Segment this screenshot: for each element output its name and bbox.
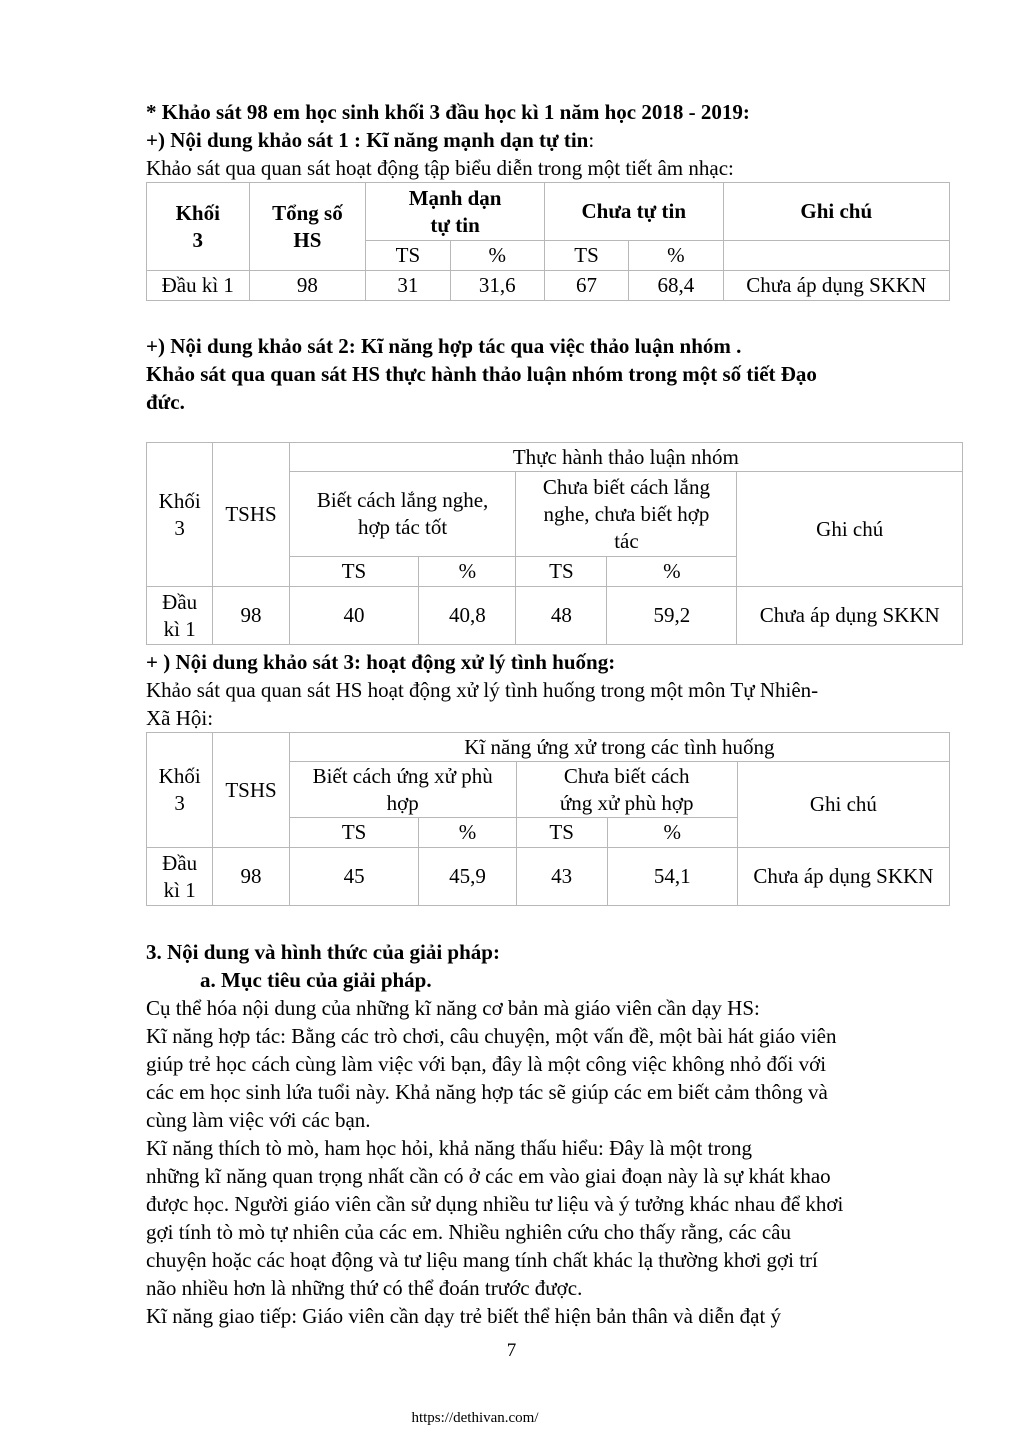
section3-heading: 3. Nội dung và hình thức của giải pháp:: [146, 940, 500, 964]
header-pct: %: [607, 818, 737, 848]
survey2-description-cont: đức.: [146, 390, 185, 414]
cell-ts: 31: [366, 271, 450, 301]
header-pct: %: [450, 241, 544, 271]
cell-total: 98: [213, 587, 289, 645]
cell-pct: 40,8: [419, 587, 516, 645]
header-pct: %: [419, 818, 516, 848]
header-col-a: Biết cách ứng xử phù hợp: [289, 762, 516, 818]
cell-pct: 54,1: [607, 848, 737, 906]
header-pct: %: [629, 241, 723, 271]
header-tong-so: Tổng số HS: [249, 183, 366, 271]
header-ghi-chu: Ghi chú: [737, 472, 963, 587]
body-line: Kĩ năng hợp tác: Bằng các trò chơi, câu chuyện, một vấn đề, một bài hát giáo viên: [146, 1024, 837, 1048]
cell-note: Chưa áp dụng SKKN: [737, 848, 949, 906]
header-pct: %: [607, 557, 737, 587]
survey1-title-colon: :: [588, 128, 595, 152]
table-row: [147, 848, 950, 906]
survey3-description: Khảo sát qua quan sát HS hoạt động xử lý tình huống trong một môn Tự Nhiên-: [146, 678, 819, 702]
empty-cell: [723, 241, 949, 271]
body-line: gợi tính tò mò tự nhiên của các em. Nhiều nghiên cứu cho thấy rằng, các câu: [146, 1220, 791, 1244]
cell-label: Đầu kì 1: [147, 848, 213, 906]
header-chua-tu-tin: Chưa tự tin: [544, 183, 723, 241]
header-ts: TS: [289, 818, 419, 848]
cell-note: Chưa áp dụng SKKN: [723, 271, 949, 301]
header-pct: %: [419, 557, 516, 587]
cell-ts: 40: [289, 587, 419, 645]
header-manh-dan: Mạnh dạn tự tin: [366, 183, 545, 241]
header-col-b: Chưa biết cách lắng nghe, chưa biết hợp tác: [516, 472, 737, 557]
header-khoi: Khối 3: [147, 443, 213, 587]
body-line: Kĩ năng thích tò mò, ham học hỏi, khả năng thấu hiểu: Đây là một trong: [146, 1136, 752, 1160]
survey2-description: Khảo sát qua quan sát HS thực hành thảo luận nhóm trong một số tiết Đạo: [146, 362, 817, 386]
survey3-table: [146, 732, 950, 906]
cell-pct: 45,9: [419, 848, 516, 906]
table-row: [147, 587, 963, 645]
survey3-description-cont: Xã Hội:: [146, 706, 214, 730]
header-group: Thực hành thảo luận nhóm: [289, 443, 962, 472]
body-line: cùng làm việc với các bạn.: [146, 1108, 371, 1132]
header-ts: TS: [516, 818, 607, 848]
survey1-description: Khảo sát qua quan sát hoạt động tập biểu diễn trong một tiết âm nhạc:: [146, 156, 734, 180]
subheading-a: a. Mục tiêu của giải pháp.: [200, 968, 432, 992]
header-group: Kĩ năng ứng xử trong các tình huống: [289, 733, 949, 762]
survey1-table: [146, 182, 950, 301]
header-ghi-chu: Ghi chú: [723, 183, 949, 241]
body-line: Cụ thể hóa nội dung của những kĩ năng cơ bản mà giáo viên cần dạy HS:: [146, 996, 760, 1020]
cell-ts: 43: [516, 848, 607, 906]
survey2-title: +) Nội dung khảo sát 2: Kĩ năng hợp tác qua việc thảo luận nhóm .: [146, 334, 742, 358]
header-col-a: Biết cách lắng nghe, hợp tác tốt: [289, 472, 516, 557]
cell-total: 98: [249, 271, 366, 301]
body-line: não nhiều hơn là những thứ có thể đoán trước được.: [146, 1276, 583, 1300]
cell-pct: 31,6: [450, 271, 544, 301]
header-ts: TS: [366, 241, 450, 271]
body-line: chuyện hoặc các hoạt động và tư liệu mang tính chất khác lạ thường khơi gợi trí: [146, 1248, 818, 1272]
header-khoi: Khối 3: [147, 183, 250, 271]
header-col-b: Chưa biết cách ứng xử phù hợp: [516, 762, 737, 818]
survey-heading: * Khảo sát 98 em học sinh khối 3 đầu học kì 1 năm học 2018 - 2019:: [146, 100, 750, 124]
cell-ts: 45: [289, 848, 419, 906]
cell-ts: 48: [516, 587, 607, 645]
body-line: giúp trẻ học cách cùng làm việc với bạn, đây là một công việc không nhỏ đối với: [146, 1052, 827, 1076]
header-ts: TS: [289, 557, 419, 587]
cell-label: Đầu kì 1: [147, 587, 213, 645]
body-line: những kĩ năng quan trọng nhất cần có ở các em vào giai đoạn này là sự khát khao: [146, 1164, 831, 1188]
survey1-title: [146, 126, 594, 154]
page-number: 7: [506, 1340, 517, 1361]
body-line: được học. Người giáo viên cần sử dụng nhiều tư liệu và ý tưởng khác nhau để khơi: [146, 1192, 844, 1216]
header-tshs: TSHS: [213, 733, 289, 848]
header-ghi-chu: Ghi chú: [737, 762, 949, 848]
cell-pct: 59,2: [607, 587, 737, 645]
survey3-title: + ) Nội dung khảo sát 3: hoạt động xử lý tình huống:: [146, 650, 616, 674]
table-row: [147, 271, 950, 301]
cell-ts: 67: [544, 271, 628, 301]
header-tshs: TSHS: [213, 443, 289, 587]
body-line: Kĩ năng giao tiếp: Giáo viên cần dạy trẻ biết thể hiện bản thân và diễn đạt ý: [146, 1304, 782, 1328]
header-ts: TS: [544, 241, 628, 271]
body-line: các em học sinh lứa tuổi này. Khả năng hợp tác sẽ giúp các em biết cảm thông và: [146, 1080, 828, 1104]
header-khoi: Khối 3: [147, 733, 213, 848]
cell-pct: 68,4: [629, 271, 723, 301]
cell-label: Đầu kì 1: [147, 271, 250, 301]
survey2-table: [146, 442, 963, 645]
header-ts: TS: [516, 557, 607, 587]
cell-total: 98: [213, 848, 289, 906]
cell-note: Chưa áp dụng SKKN: [737, 587, 963, 645]
survey1-title-text: +) Nội dung khảo sát 1 : Kĩ năng mạnh dạn tự tin: [146, 128, 589, 152]
footer-link[interactable]: https://dethivan.com/: [411, 1410, 539, 1426]
